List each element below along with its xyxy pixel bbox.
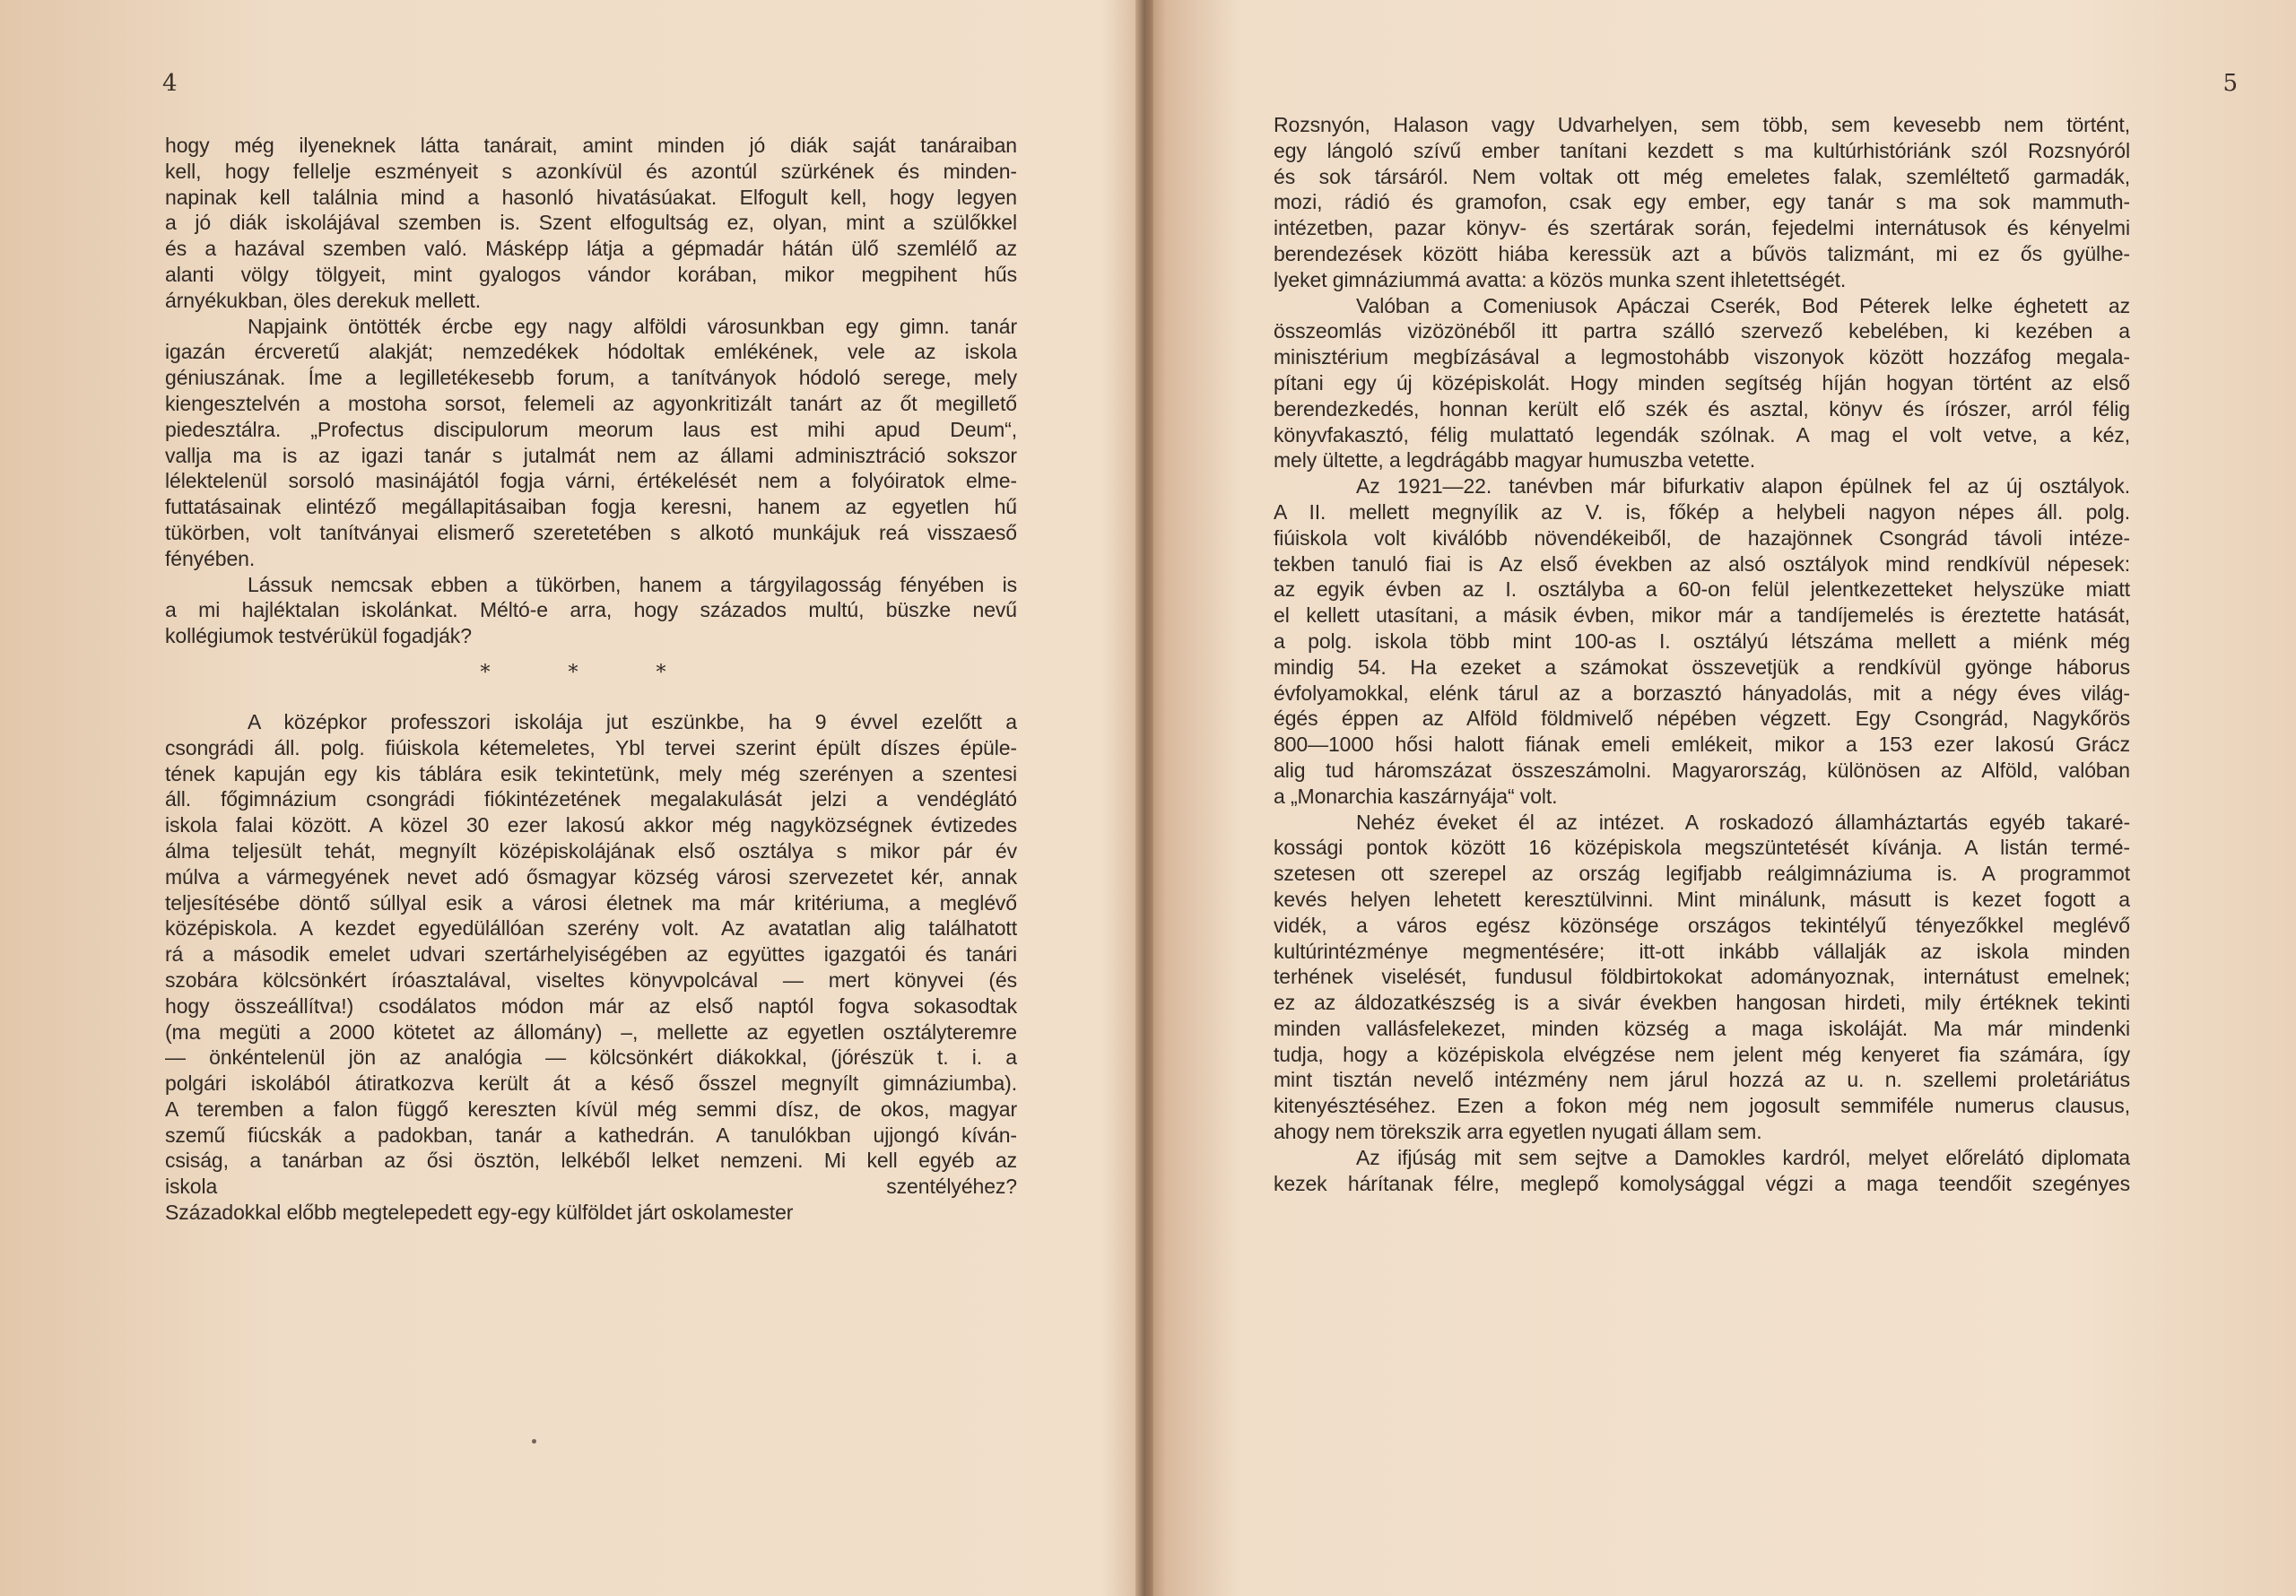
text-line: és a hazával szemben való. Másképp látja a gépmadár hátán ülő szemlélő az <box>165 237 1017 261</box>
text-line: Századokkal előbb megtelepedett egy-egy külföldet járt oskolamester <box>165 1201 794 1225</box>
text-line: csiság, a tanárban az ősi ösztön, lelkéből lelket nemzeni. Mi kell egyéb az <box>165 1149 1017 1173</box>
text-line: a mi hajléktalan iskolánkat. Méltó-e arra, hogy százados multú, büszke nevű <box>165 598 1017 622</box>
text-line: berendezések között hiába keressük azt a bűvös talizmánt, mi ez ős gyülhe- <box>1274 241 2130 265</box>
section-break-asterisks: * * * <box>480 661 702 684</box>
text-line: el kellett utasítani, a másik évben, mikor már a tandíjemelés is éreztette hatását, <box>1274 603 2130 628</box>
text-line: Lássuk nemcsak ebben a tükörben, hanem a tárgyilagosság fényében is <box>248 572 1017 596</box>
text-line: kitenyésztéséhez. Ezen a fokon még nem jogosult semmiféle numerus clausus, <box>1274 1094 2130 1118</box>
text-line: múlva a vármegyének nevet adó ősmagyar község városi szervezetet kér, annak <box>165 864 1017 889</box>
text-line: mozi, rádió és gramofon, csak egy ember, egy tanár s ma sok mammuth- <box>1274 190 2130 214</box>
text-line: (ma megüti a 2000 kötetet az állomány) –, mellette az egyetlen osztályteremre <box>165 1019 1017 1044</box>
text-line: szetesen ott szerepel az ország legifjabb reálgimnáziuma is. A programmot <box>1274 862 2130 886</box>
text-line: iskola falai között. A közel 30 ezer lakosú akkor még nagyközségnek évtizedes <box>165 813 1017 837</box>
text-line: árnyékukban, öles derekuk mellett. <box>165 288 482 312</box>
text-line: kevés helyen lehetett keresztülvinni. Mint minálunk, másutt is kezet fogott a <box>1274 887 2130 911</box>
text-line: tükörben, volt tanítványai elismerő szeretetében s alkotó munkájuk reá visszaeső <box>165 520 1017 544</box>
text-line: tének kapuján egy kis táblára esik tekintetünk, mely még szerényen a szentesi <box>165 761 1017 785</box>
text-line: könyvfakasztó, félig mulattató legendák szólnak. A mag el volt vetve, a kéz, <box>1274 422 2130 447</box>
text-line: — önkéntelenül jön az analógia — kölcsönkért diákokkal, (jórészük t. i. a <box>165 1045 1017 1070</box>
right-page <box>1152 0 2296 1596</box>
right-page-text <box>1274 112 2130 1196</box>
text-line: napinak kell találnia mind a hasonló hivatásúakat. Elfogult kell, hogy legyen <box>165 185 1017 209</box>
text-line: tekben tanuló fiai is Az első években az alsó osztályok mind rendkívül népesek: <box>1274 551 2130 576</box>
text-line: egy lángoló szívű ember tanítani kezdett s ma kultúrhistóriánk szól Rozsnyóról <box>1274 138 2130 162</box>
text-line: igazán ércveretű alakját; nemzedékek hódoltak emlékének, vele az iskola <box>165 340 1017 364</box>
text-line: vallja ma is az igazi tanár s jutalmát nem az állami adminisztráció sokszor <box>165 443 1017 467</box>
text-line: polgári iskolából átiratkozva került át a késő ősszel megnyílt gimnáziumba). <box>165 1071 1017 1096</box>
text-line: terhének viselését, fundusul földbirtokokat adományoznak, internátust emelnek; <box>1274 965 2130 989</box>
text-line: intézetben, pazar könyv- és szertárak során, fejedelmi internátusok és kényelmi <box>1274 216 2130 240</box>
text-line: minden vallásfelekezet, minden község a maga iskoláját. Ma már mindenki <box>1274 1016 2130 1040</box>
text-line: égés éppen az Alföld földmivelő népében végzett. Egy Csongrád, Nagykőrös <box>1274 707 2130 731</box>
text-line: a jó diák iskolájával szemben is. Szent elfogultság ez, olyan, mint a szülőkkel <box>165 211 1017 235</box>
text-line: Rozsnyón, Halason vagy Udvarhelyen, sem több, sem kevesebb nem történt, <box>1274 113 2130 136</box>
text-line: hogy összeállítva!) csodálatos módon már az első naptól fogva sokasodtak <box>165 993 1017 1018</box>
text-line: a polg. iskola több mint 100-as I. osztályú létszáma mellett a miénk még <box>1274 629 2130 653</box>
text-line: fényében. <box>165 546 256 570</box>
text-line: mindig 54. Ha ezeket a számokat összevetjük a rendkívül gyönge háborus <box>1274 655 2130 679</box>
text-line: Az ifjúság mit sem sejtve a Damokles kardról, melyet előrelátó diplomata <box>1356 1145 2130 1169</box>
text-line: mely ültette, a legdrágább magyar humuszba vetette. <box>1274 448 1755 473</box>
text-line: alig tud háromszázat összeszámolni. Magyarország, különösen az Alföld, valóban <box>1274 758 2130 782</box>
text-line: összeomlás vizözönéből itt partra szálló szervező kebelében, ki kezében a <box>1274 319 2130 343</box>
book-gutter <box>1135 0 1153 1596</box>
text-line: Valóban a Comeniusok Apáczai Cserék, Bod Péterek lelke éghetett az <box>1356 293 2130 317</box>
text-line: A középkor professzori iskolája jut eszünkbe, ha 9 évvel ezelőtt a <box>248 709 1017 733</box>
text-line: kossági pontok között 16 középiskola megszüntetését kívánja. A listán termé- <box>1274 836 2130 860</box>
text-line: álma teljesült tehát, megnyílt középiskolájának első osztálya s mikor pár év <box>165 838 1017 863</box>
text-line: szobára kölcsönkért íróasztalával, viseltes könyvpolcával — mert könyvei (és <box>165 967 1017 992</box>
text-line: tudja, hogy a középiskola elvégzése nem jelent még kenyeret fia számára, így <box>1274 1042 2130 1066</box>
text-line: A teremben a falon függő kereszten kívül még semmi dísz, de okos, magyar <box>165 1097 1017 1121</box>
left-page-text <box>165 133 1017 1252</box>
text-line: évfolyamokkal, elénk tárul az a borzasztó hányadolás, mit a négy éves világ- <box>1274 681 2130 705</box>
text-line: és sok társáról. Nem voltak ott még emeletes falak, szemléltető garmadák, <box>1274 164 2130 188</box>
left-page <box>0 0 1135 1596</box>
text-line: szemű fiúcskák a padokban, tanár a kathedrán. A tanulókban ujjongó kíván- <box>165 1123 1017 1147</box>
text-line: A II. mellett megnyílik az V. is, főkép a helybeli nagyon népes áll. polg. <box>1274 499 2130 524</box>
text-line: az egyik évben az I. osztályba a 60-on felül jelentkezetteket helyszüke miatt <box>1274 577 2130 602</box>
text-line: mint tisztán nevelő intézmény nem járul hozzá az u. n. szellemi proletáriátus <box>1274 1068 2130 1092</box>
text-line: a „Monarchia kaszárnyája“ volt. <box>1274 784 1558 808</box>
text-line: áll. főgimnázium csongrádi fiókintézetének megalakulását jelzi a vendéglátó <box>165 787 1017 811</box>
text-line: ahogy nem törekszik arra egyetlen nyugati állam sem. <box>1274 1120 1762 1144</box>
text-line: lyeket gimnáziummá avatta: a közös munka szent ihletettségét. <box>1274 267 1847 291</box>
text-line: fiúiskola volt kiválóbb növendékeiből, de hazajönnek Csongrád távoli intéze- <box>1274 525 2130 550</box>
text-line: középiskola. A kezdet egyedülállóan szerény volt. Az avatatlan alig találhatott <box>165 916 1017 941</box>
printed-dot <box>532 1439 536 1444</box>
text-line: kultúrintézménye megmentésére; itt-ott inkább vállalják az iskola minden <box>1274 939 2130 963</box>
text-line: csongrádi áll. polg. fiúiskola kétemeletes, Ybl tervei szerint épült díszes épüle- <box>165 735 1017 759</box>
text-line: iskola szentélyéhez? <box>165 1175 1017 1199</box>
text-line: Napjaink öntötték ércbe egy nagy alföldi városunkban egy gimn. tanár <box>248 314 1017 338</box>
text-line: Az 1921—22. tanévben már bifurkativ alapon épülnek fel az új osztályok. <box>1356 474 2130 499</box>
text-line <box>165 1226 1017 1252</box>
text-line: hogy még ilyeneknek látta tanárait, amint minden jó diák saját tanáraiban <box>165 134 1017 157</box>
left-page-number: 4 <box>162 70 178 97</box>
text-line: 800—1000 hősi halott fiának emeli emlékeit, mikor a 153 ezer lakosú Grácz <box>1274 733 2130 757</box>
text-line: berendezkedés, honnan került elő szék és asztal, könyv és írószer, arról félig <box>1274 396 2130 421</box>
text-line: Nehéz éveket él az intézet. A roskadozó államháztartás egyéb takaré- <box>1356 810 2130 834</box>
right-page-number: 5 <box>2222 70 2238 97</box>
text-line: alanti völgy tölgyeit, mint gyalogos vándor korában, mikor megpihent hűs <box>165 262 1017 286</box>
text-line: lélektelenül sorsoló masinájától fogja várni, értékelését nem a folyóiratok elme- <box>165 469 1017 493</box>
text-line: géniuszának. Íme a legilletékesebb forum, a tanítványok hódoló serege, mely <box>165 366 1017 390</box>
text-line: futtatásainak elintéző megállapitásaiban fogja keresni, hanem az egyetlen hű <box>165 495 1017 519</box>
text-line: kiengesztelvén a mostoha sorsot, felemeli az agyonkritizált tanárt az őt megillető <box>165 391 1017 415</box>
text-line: kollégiumok testvérükül fogadják? <box>165 624 472 648</box>
text-line: kezek hárítanak félre, meglepő komolysággal végzi a maga teendőit szegényes <box>1274 1171 2130 1195</box>
text-line: pítani egy új középiskolát. Hogy minden segítség híján hogyan történt az első <box>1274 370 2130 395</box>
text-line: kell, hogy fellelje eszményeit s azonkívül és azontúl szürkének és minden- <box>165 159 1017 183</box>
text-line: minisztérium megbízásával a legmostohább viszonyok között hozzáfog megala- <box>1274 345 2130 369</box>
text-line: rá a második emelet udvari szertárhelyiségében az együttes igazgatói és tanári <box>165 942 1017 967</box>
text-line: vidék, a város egész közönsége országos tekintélyű tényezőkkel meglévő <box>1274 913 2130 937</box>
text-line: teljesítésébe döntő súllyal esik a városi életnek ma már kritériuma, a meglévő <box>165 890 1017 915</box>
text-line: piedesztálra. „Profectus discipulorum meorum laus est mihi apud Deum“, <box>165 417 1017 441</box>
text-line: ez az áldozatkészség is a sivár években hangosan hirdeti, mily értéknek tekinti <box>1274 991 2130 1015</box>
